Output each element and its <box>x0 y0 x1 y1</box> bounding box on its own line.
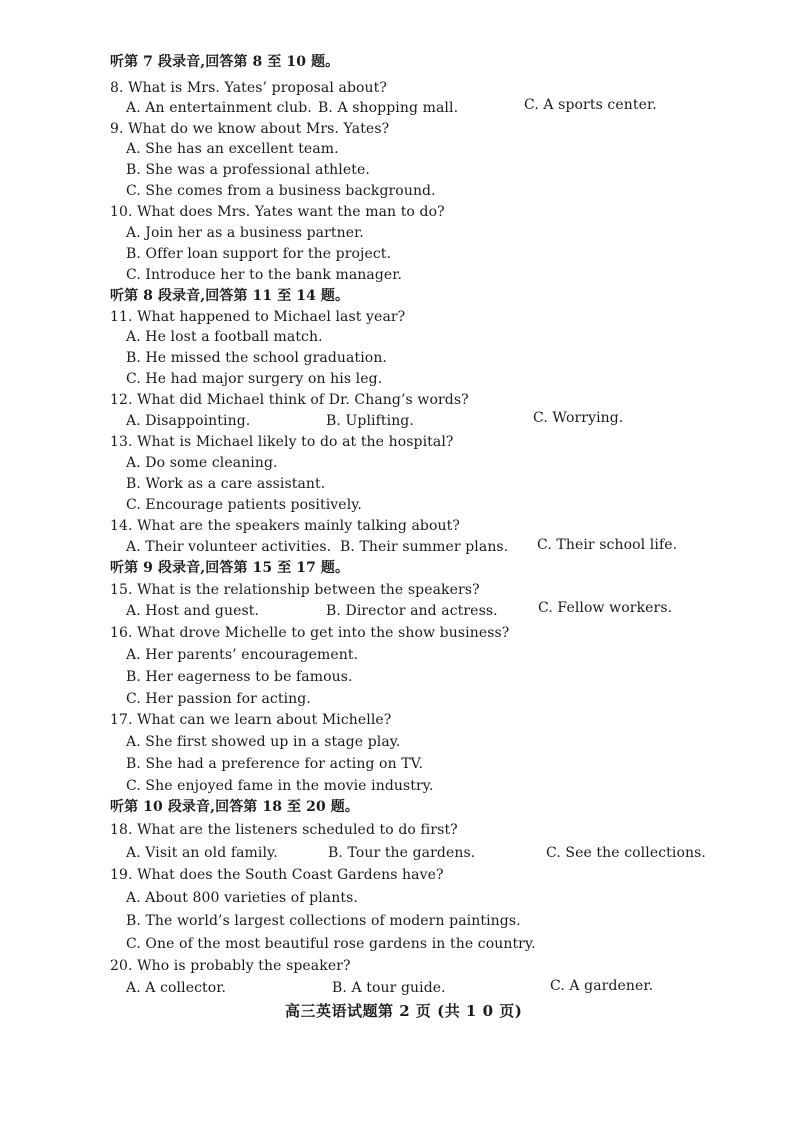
option-c: C. A sports center. <box>524 97 657 113</box>
question-stem: 11. What happened to Michael last year? <box>110 309 406 325</box>
option-c: C. She enjoyed fame in the movie industry. <box>126 778 434 794</box>
question-stem: 13. What is Michael likely to do at the hospital? <box>110 434 454 450</box>
question-stem: 19. What does the South Coast Gardens have? <box>110 867 444 883</box>
section-heading: 听第 8 段录音,回答第 11 至 14 题。 <box>110 288 350 304</box>
option-b: B. He missed the school graduation. <box>126 350 387 366</box>
question-stem: 17. What can we learn about Michelle? <box>110 712 392 728</box>
option-b: B. Her eagerness to be famous. <box>126 669 353 685</box>
question-stem: 18. What are the listeners scheduled to do first? <box>110 822 458 838</box>
question-stem: 8. What is Mrs. Yates’ proposal about? <box>110 80 387 96</box>
option-b: B. She was a professional athlete. <box>126 162 370 178</box>
option-a: A. She first showed up in a stage play. <box>126 734 401 750</box>
option-b: B. She had a preference for acting on TV. <box>126 756 423 772</box>
option-c: C. Fellow workers. <box>538 600 673 616</box>
option-c: C. Their school life. <box>537 537 678 553</box>
option-b: B. Tour the gardens. <box>328 845 476 861</box>
question-stem: 14. What are the speakers mainly talking about? <box>110 518 460 534</box>
section-heading: 听第 10 段录音,回答第 18 至 20 题。 <box>110 799 359 815</box>
option-c: C. Worrying. <box>533 410 624 426</box>
option-a: A. Host and guest. <box>126 603 260 619</box>
section-heading: 听第 9 段录音,回答第 15 至 17 题。 <box>110 560 350 576</box>
option-b: B. A shopping mall. <box>318 100 459 116</box>
question-stem: 9. What do we know about Mrs. Yates? <box>110 121 390 137</box>
option-c: C. Introduce her to the bank manager. <box>126 267 403 283</box>
option-a: A. Join her as a business partner. <box>126 225 364 241</box>
question-stem: 12. What did Michael think of Dr. Chang’s words? <box>110 392 469 408</box>
option-c: C. See the collections. <box>546 845 706 861</box>
option-a: A. Visit an old family. <box>126 845 278 861</box>
page-footer: 高三英语试题第 2 页 (共 1 0 页) <box>285 1002 523 1020</box>
option-a: A. An entertainment club. <box>126 100 312 116</box>
option-c: C. Encourage patients positively. <box>126 497 362 513</box>
question-stem: 20. Who is probably the speaker? <box>110 958 351 974</box>
option-b: B. Offer loan support for the project. <box>126 246 392 262</box>
option-a: A. He lost a football match. <box>126 329 323 345</box>
option-b: B. Work as a care assistant. <box>126 476 326 492</box>
option-b: B. The world’s largest collections of modern paintings. <box>126 913 521 929</box>
option-a: A. Do some cleaning. <box>126 455 278 471</box>
question-stem: 10. What does Mrs. Yates want the man to do? <box>110 204 445 220</box>
option-a: A. Her parents’ encouragement. <box>126 647 359 663</box>
option-c: C. A gardener. <box>550 978 654 994</box>
option-c: C. Her passion for acting. <box>126 691 311 707</box>
option-a: A. About 800 varieties of plants. <box>126 890 358 906</box>
option-b: B. Their summer plans. <box>340 539 509 555</box>
option-a: A. A collector. <box>126 980 227 996</box>
option-c: C. He had major surgery on his leg. <box>126 371 383 387</box>
option-a: A. Disappointing. <box>126 413 251 429</box>
option-b: B. Director and actress. <box>326 603 498 619</box>
option-b: B. Uplifting. <box>326 413 414 429</box>
option-a: A. Their volunteer activities. <box>126 539 332 555</box>
question-stem: 15. What is the relationship between the speakers? <box>110 582 480 598</box>
section-heading: 听第 7 段录音,回答第 8 至 10 题。 <box>110 54 340 70</box>
option-a: A. She has an excellent team. <box>126 141 339 157</box>
option-c: C. One of the most beautiful rose gardens in the country. <box>126 936 536 952</box>
option-b: B. A tour guide. <box>332 980 446 996</box>
question-stem: 16. What drove Michelle to get into the show business? <box>110 625 510 641</box>
option-c: C. She comes from a business background. <box>126 183 436 199</box>
